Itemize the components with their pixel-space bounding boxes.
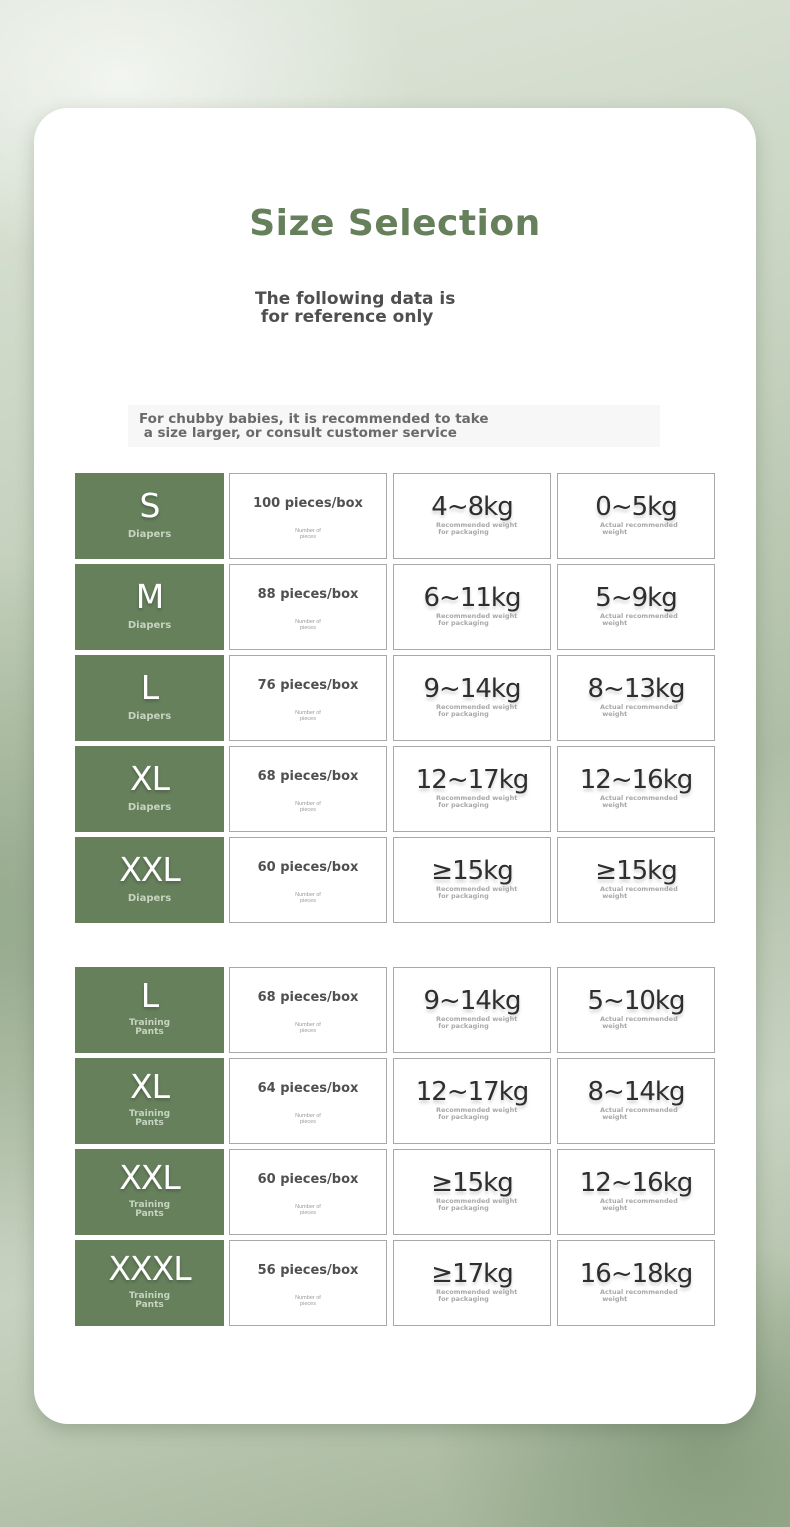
size-badge xyxy=(75,655,224,741)
size-label: XXL xyxy=(119,850,180,889)
recommended-weight: ≥15kg xyxy=(431,856,513,886)
pieces-per-box: 68 pieces/box xyxy=(257,990,359,1005)
actual-weight: 8~13kg xyxy=(587,674,685,704)
actual-weight-cell xyxy=(557,746,715,832)
actual-weight-cell xyxy=(557,837,715,923)
actual-caption: Actual recommended weight xyxy=(600,1106,678,1121)
recommended-caption: Recommended weight for packaging xyxy=(436,885,518,900)
pieces-caption: Number of pieces xyxy=(295,619,321,631)
size-label: M xyxy=(135,577,164,616)
pieces-per-box: 60 pieces/box xyxy=(257,1172,359,1187)
table-row xyxy=(75,1149,715,1235)
pieces-cell xyxy=(229,1240,387,1326)
table-row xyxy=(75,837,715,923)
recommended-caption: Recommended weight for packaging xyxy=(436,1015,518,1030)
actual-weight: ≥15kg xyxy=(595,856,677,886)
product-type: Training Pants xyxy=(128,1200,171,1219)
actual-caption: Actual recommended weight xyxy=(600,612,678,627)
pieces-per-box: 64 pieces/box xyxy=(257,1081,359,1096)
product-type: Training Pants xyxy=(128,1018,171,1037)
table-row xyxy=(75,746,715,832)
size-badge xyxy=(75,967,224,1053)
actual-weight: 12~16kg xyxy=(579,765,693,795)
table-row xyxy=(75,655,715,741)
pieces-caption: Number of pieces xyxy=(295,1204,321,1216)
actual-caption: Actual recommended weight xyxy=(600,1015,678,1030)
table-row xyxy=(75,1058,715,1144)
reference-subtitle: The following data is for reference only xyxy=(255,289,456,327)
pieces-cell xyxy=(229,564,387,650)
recommended-caption: Recommended weight for packaging xyxy=(436,703,518,718)
size-badge xyxy=(75,564,224,650)
actual-weight-cell xyxy=(557,1240,715,1326)
pieces-cell xyxy=(229,655,387,741)
recommended-caption: Recommended weight for packaging xyxy=(436,1288,518,1303)
recommended-caption: Recommended weight for packaging xyxy=(436,521,518,536)
recommended-weight-cell xyxy=(393,837,551,923)
recommended-weight-cell xyxy=(393,564,551,650)
recommended-caption: Recommended weight for packaging xyxy=(436,1106,518,1121)
size-badge xyxy=(75,746,224,832)
actual-caption: Actual recommended weight xyxy=(600,1288,678,1303)
actual-weight-cell xyxy=(557,564,715,650)
size-badge xyxy=(75,1058,224,1144)
actual-weight-cell xyxy=(557,473,715,559)
product-type: Diapers xyxy=(127,802,172,813)
pieces-caption: Number of pieces xyxy=(295,528,321,540)
size-label: L xyxy=(140,668,159,707)
recommended-weight: 12~17kg xyxy=(415,765,529,795)
recommended-weight-cell xyxy=(393,967,551,1053)
product-type: Diapers xyxy=(127,711,172,722)
product-type: Diapers xyxy=(127,893,172,904)
page-title: Size Selection xyxy=(249,203,541,244)
actual-caption: Actual recommended weight xyxy=(600,703,678,718)
recommended-weight: 4~8kg xyxy=(431,492,513,522)
recommended-weight: 9~14kg xyxy=(423,674,521,704)
actual-caption: Actual recommended weight xyxy=(600,1197,678,1212)
actual-weight-cell xyxy=(557,1149,715,1235)
pieces-per-box: 76 pieces/box xyxy=(257,678,359,693)
size-label: XXL xyxy=(119,1158,180,1197)
pieces-per-box: 56 pieces/box xyxy=(257,1263,359,1278)
pieces-caption: Number of pieces xyxy=(295,710,321,722)
recommended-weight-cell xyxy=(393,1058,551,1144)
size-label: S xyxy=(139,486,160,525)
recommended-weight: ≥15kg xyxy=(431,1168,513,1198)
recommended-weight: ≥17kg xyxy=(431,1259,513,1289)
size-label: L xyxy=(140,976,159,1015)
size-badge xyxy=(75,837,224,923)
actual-weight: 16~18kg xyxy=(579,1259,693,1289)
size-label: XL xyxy=(130,759,169,798)
pieces-caption: Number of pieces xyxy=(295,892,321,904)
pieces-caption: Number of pieces xyxy=(295,1022,321,1034)
recommended-weight: 9~14kg xyxy=(423,986,521,1016)
pieces-per-box: 60 pieces/box xyxy=(257,860,359,875)
pieces-caption: Number of pieces xyxy=(295,801,321,813)
product-type: Diapers xyxy=(127,529,172,540)
actual-weight: 0~5kg xyxy=(595,492,677,522)
size-label: XL xyxy=(130,1067,169,1106)
recommended-weight: 6~11kg xyxy=(423,583,521,613)
actual-weight-cell xyxy=(557,655,715,741)
table-row xyxy=(75,1240,715,1326)
pieces-cell xyxy=(229,746,387,832)
table-row xyxy=(75,967,715,1053)
recommendation-note: For chubby babies, it is recommended to take a size larger, or consult customer service xyxy=(139,411,489,441)
size-badge xyxy=(75,473,224,559)
actual-weight-cell xyxy=(557,1058,715,1144)
pieces-caption: Number of pieces xyxy=(295,1295,321,1307)
table-row xyxy=(75,564,715,650)
product-type: Diapers xyxy=(127,620,172,631)
actual-weight: 5~10kg xyxy=(587,986,685,1016)
product-type: Training Pants xyxy=(128,1109,171,1128)
pieces-per-box: 100 pieces/box xyxy=(253,496,363,511)
size-label: XXXL xyxy=(108,1249,191,1288)
product-type: Training Pants xyxy=(128,1291,171,1310)
pieces-cell xyxy=(229,473,387,559)
recommended-weight: 12~17kg xyxy=(415,1077,529,1107)
recommended-weight-cell xyxy=(393,1149,551,1235)
actual-caption: Actual recommended weight xyxy=(600,794,678,809)
pieces-per-box: 88 pieces/box xyxy=(257,587,359,602)
pieces-cell xyxy=(229,1058,387,1144)
actual-weight: 12~16kg xyxy=(579,1168,693,1198)
recommended-caption: Recommended weight for packaging xyxy=(436,1197,518,1212)
actual-weight-cell xyxy=(557,967,715,1053)
recommended-caption: Recommended weight for packaging xyxy=(436,612,518,627)
pieces-cell xyxy=(229,1149,387,1235)
actual-weight: 8~14kg xyxy=(587,1077,685,1107)
size-badge xyxy=(75,1149,224,1235)
recommended-weight-cell xyxy=(393,655,551,741)
actual-caption: Actual recommended weight xyxy=(600,885,678,900)
actual-weight: 5~9kg xyxy=(595,583,677,613)
size-badge xyxy=(75,1240,224,1326)
pieces-per-box: 68 pieces/box xyxy=(257,769,359,784)
recommended-caption: Recommended weight for packaging xyxy=(436,794,518,809)
table-row xyxy=(75,473,715,559)
pieces-cell xyxy=(229,837,387,923)
pieces-caption: Number of pieces xyxy=(295,1113,321,1125)
recommended-weight-cell xyxy=(393,746,551,832)
recommended-weight-cell xyxy=(393,1240,551,1326)
pieces-cell xyxy=(229,967,387,1053)
actual-caption: Actual recommended weight xyxy=(600,521,678,536)
recommended-weight-cell xyxy=(393,473,551,559)
